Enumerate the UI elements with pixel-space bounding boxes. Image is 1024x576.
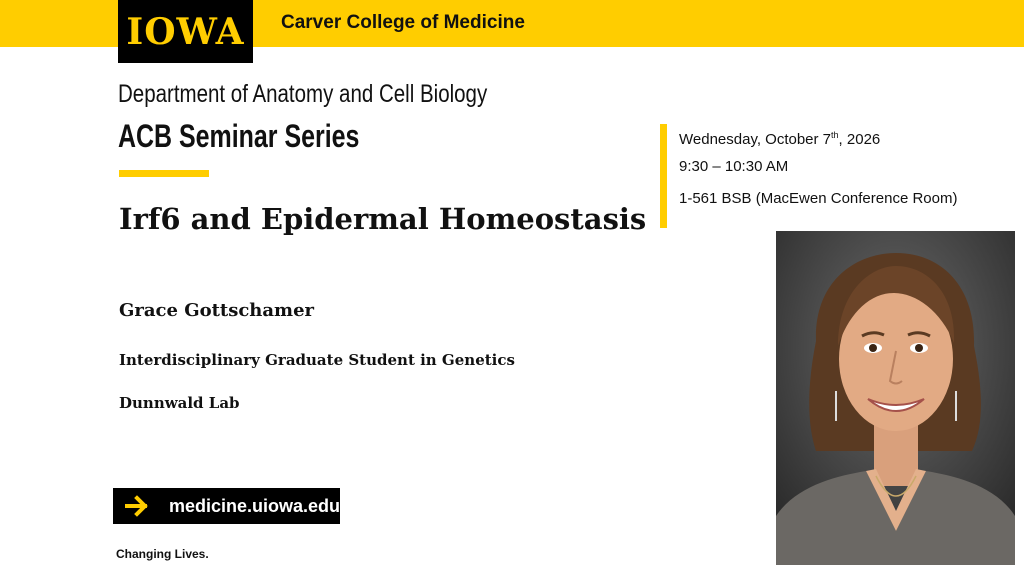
accent-divider bbox=[119, 170, 209, 177]
department-name: Department of Anatomy and Cell Biology bbox=[118, 80, 488, 108]
website-link[interactable] bbox=[113, 488, 340, 524]
speaker-name: Grace Gottschamer bbox=[119, 300, 315, 321]
event-details bbox=[679, 126, 957, 222]
arrow-right-icon bbox=[125, 494, 151, 518]
event-time: 9:30 – 10:30 AM bbox=[679, 158, 789, 175]
portrait-illustration bbox=[776, 231, 1015, 565]
details-accent-bar bbox=[660, 124, 667, 228]
speaker-role: Interdisciplinary Graduate Student in Genetics bbox=[119, 351, 515, 369]
talk-title: Irf6 and Epidermal Homeostasis bbox=[119, 202, 647, 236]
tagline: Changing Lives. bbox=[116, 547, 209, 561]
iowa-logo bbox=[118, 0, 253, 63]
logo-text: IOWA bbox=[126, 10, 245, 53]
event-date: Wednesday, October 7th, 2026 bbox=[679, 130, 881, 148]
website-url[interactable]: medicine.uiowa.edu bbox=[168, 495, 340, 516]
college-name: Carver College of Medicine bbox=[281, 12, 525, 33]
speaker-photo bbox=[776, 231, 1015, 565]
event-location: 1-561 BSB (MacEwen Conference Room) bbox=[679, 190, 958, 207]
series-title: ACB Seminar Series bbox=[118, 118, 360, 154]
speaker-lab: Dunnwald Lab bbox=[119, 394, 240, 412]
